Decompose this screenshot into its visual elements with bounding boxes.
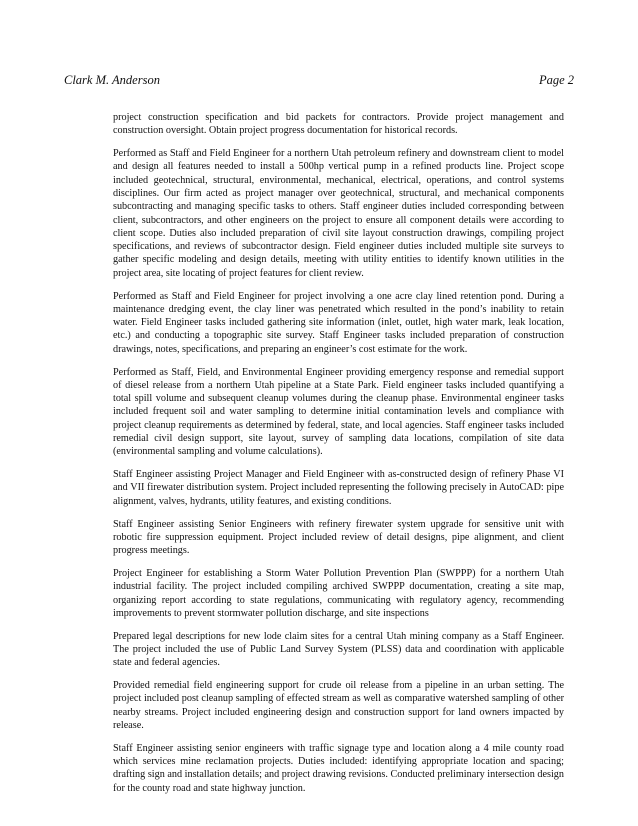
paragraph-diesel-release: Performed as Staff, Field, and Environmental Engineer providing emergency response and remedial support of diesel release from a northern Utah pipeline at a State Park. Field engineer tasks included quantifying a total spill volume and subsequent cleanup volumes during the cleanup phase. Environmental engineer tasks included frequent soil and water sampling to determine initial contamination levels and compliance with project cleanup requirements as determined by federal, state, and local agencies. Staff engineer tasks included remedial civil design support, site layout, survey of sampling data locations, compilation of site data (environmental sampling and volume calculations).: [113, 366, 564, 458]
paragraph-lode-claims: Prepared legal descriptions for new lode claim sites for a central Utah mining company as a Staff Engineer. The project included the use of Public Land Survey System (PLSS) data and coordination with applicable state and federal agencies.: [113, 630, 564, 669]
paragraph-crude-oil-release: Provided remedial field engineering support for crude oil release from a pipeline in an urban setting. The project included post cleanup sampling of effected stream as well as comparative watershed sampling of other nearby streams. Project included engineering design and construction support for land owners impacted by release.: [113, 679, 564, 731]
author-name: Clark M. Anderson: [64, 73, 160, 87]
paragraph-traffic-signage: Staff Engineer assisting senior engineers with traffic signage type and location along a 4 mile county road which services mine reclamation projects. Duties included: identifying appropriate location and spacing; drafting sign and installation details; and project drawing revisions. Conducted preliminary intersection design for the county road and state highway junction.: [113, 742, 564, 794]
page-number: Page 2: [538, 73, 574, 87]
paragraph-firewater-distribution: Staff Engineer assisting Project Manager and Field Engineer with as-constructed design of refinery Phase VI and VII firewater distribution system. Project included representing the following precisely in AutoCAD: pipe alignment, valves, hydrants, utility features, and existing conditions.: [113, 469, 564, 507]
paragraph-swppp: Project Engineer for establishing a Storm Water Pollution Prevention Plan (SWPPP) for a northern Utah industrial facility. The project included compiling archived SWPPP documentation, creating a site map, organizing report according to state regulations, communicating with regulatory agency, recommending improvements to prevent stormwater pollution discharge, and site inspections: [113, 567, 564, 619]
paragraph-pump-project: Performed as Staff and Field Engineer for a northern Utah petroleum refinery and downstream client to model and design all features needed to install a 500hp vertical pump in a refined products line. Project scope included geotechnical, structural, environmental, mechanical, electrical, operations, and control systems disciplines. Our firm acted as project manager over geotechnical, structural, and mechanical components subcontracting and managing specific tasks to others. Staff engineer duties included corresponding between client, subcontractors, and other engineers on the project to ensure all component details were according to client scope. Duties also included preparation of civil site layout construction drawings, compiling project specifications, and reviews of subcontractor design. Field engineer duties included multiple site surveys to gather specific modeling and design details, meeting with utility entities to identify known utilities in the project area, site locating of project features for client review.: [113, 148, 564, 279]
paragraph-retention-pond: Performed as Staff and Field Engineer for project involving a one acre clay lined retention pond. During a maintenance dredging event, the clay liner was penetrated which resulted in the pond’s inability to retain water. Field Engineer tasks included gathering site information (inlet, outlet, high water mark, leak location, etc.) and conducting a topographic site survey. Staff Engineer tasks included preparation of construction drawings, notes, specifications, and preparing an engineer’s cost estimate for the work.: [113, 290, 564, 355]
paragraph-continuation: project construction specification and bid packets for contractors. Provide project management and construction oversight. Obtain project progress documentation for historical records.: [113, 112, 564, 137]
document-body: [113, 111, 564, 804]
paragraph-firewater-upgrade: Staff Engineer assisting Senior Engineers with refinery firewater system upgrade for sensitive unit with robotic fire suppression equipment. Project included review of detail designs, pipe alignment, and client progress meetings.: [113, 518, 564, 557]
page-header: [64, 72, 574, 88]
